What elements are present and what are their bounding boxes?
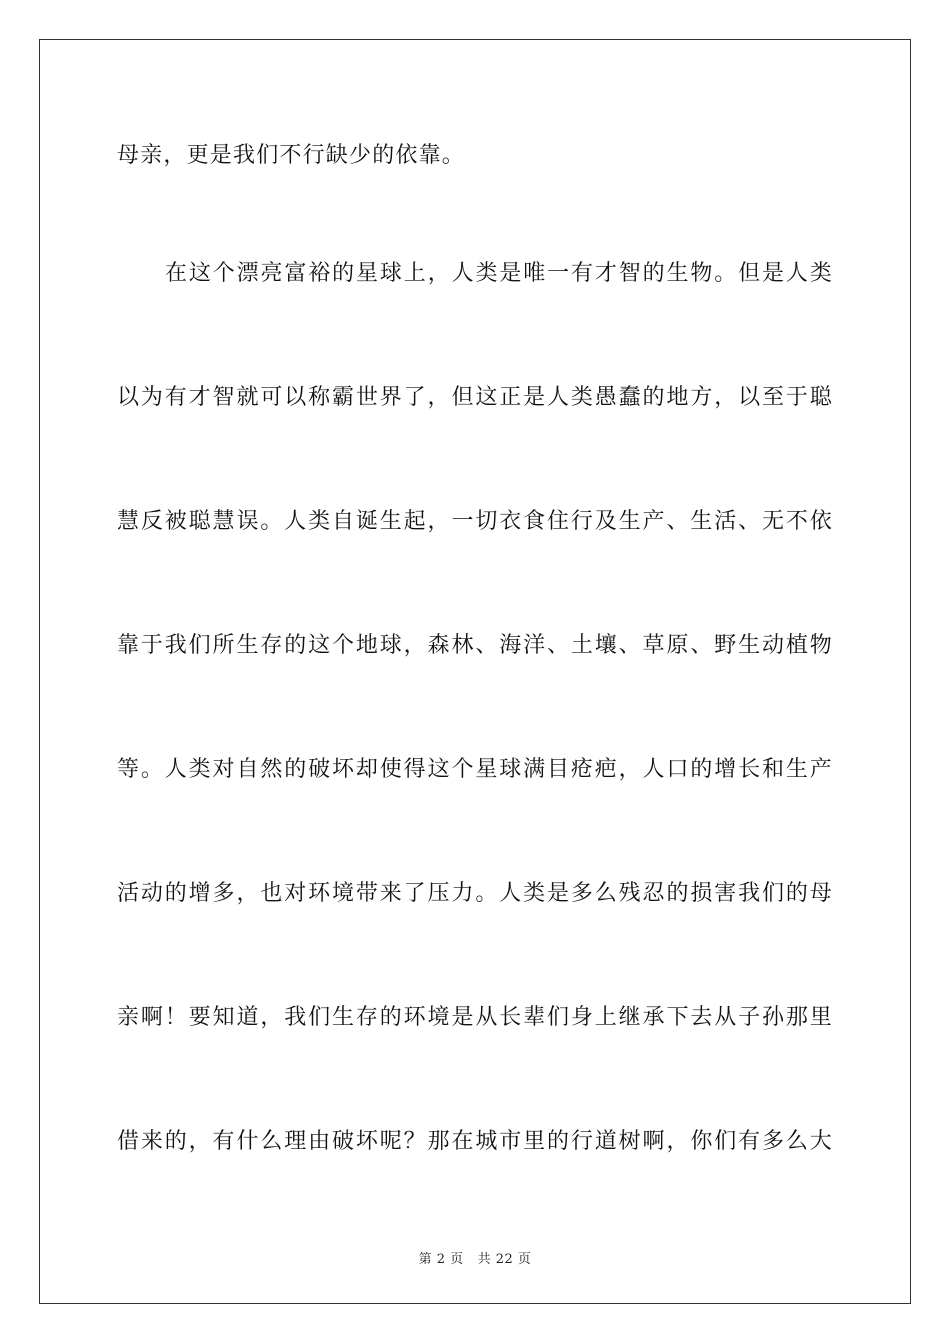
paragraph-line: 靠于我们所生存的这个地球，森林、海洋、土壤、草原、野生动植物 (117, 633, 833, 658)
paragraph-line: 借来的，有什么理由破坏呢？那在城市里的行道树啊，你们有多么大 (117, 1129, 833, 1154)
total-pages: 共 22 页 (477, 1252, 532, 1267)
paragraph-line: 以为有才智就可以称霸世界了，但这正是人类愚蠢的地方，以至于聪 (117, 385, 833, 410)
paragraph-line: 亲啊！要知道，我们生存的环境是从长辈们身上继承下去从子孙那里 (117, 1005, 833, 1030)
paragraph-line: 慧反被聪慧误。人类自诞生起，一切衣食住行及生产、生活、无不依 (117, 509, 833, 534)
paragraph-line: 在这个漂亮富裕的星球上，人类是唯一有才智的生物。但是人类 (165, 261, 833, 286)
page-footer (0, 1248, 950, 1267)
paragraph-line: 活动的增多，也对环境带来了压力。人类是多么残忍的损害我们的母 (117, 881, 833, 906)
page-number: 第 2 页 (418, 1252, 464, 1267)
paragraph-line: 等。人类对自然的破坏却使得这个星球满目疮疤，人口的增长和生产 (117, 757, 833, 782)
page-border (39, 39, 911, 1304)
paragraph-line: 母亲，更是我们不行缺少的依靠。 (117, 143, 466, 168)
